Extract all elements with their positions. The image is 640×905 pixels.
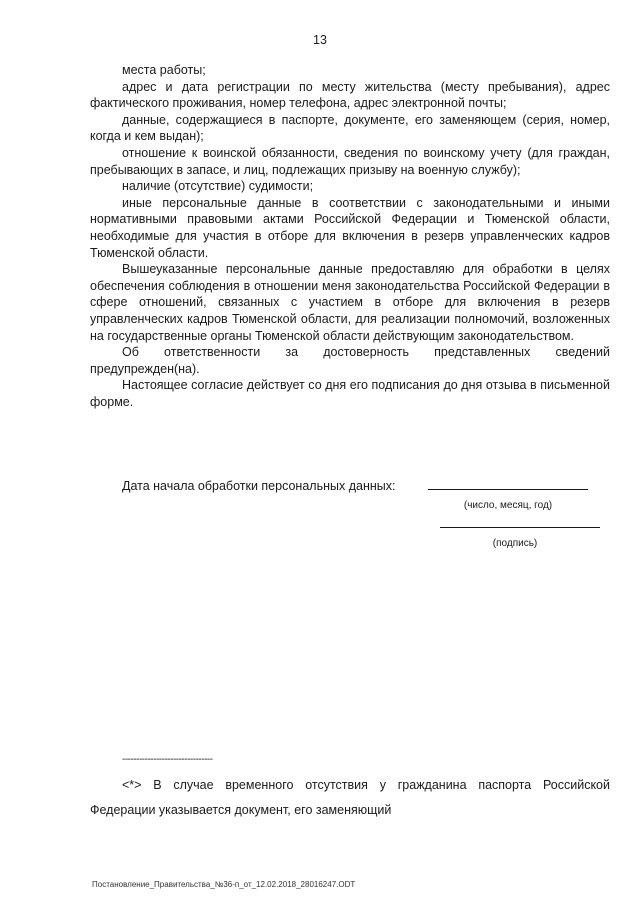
paragraph-military: отношение к воинской обязанности, сведения по воинскому учету (для граждан, пребывающих в запасе, и лиц, подлежащих призыву на военную службу); — [90, 145, 610, 177]
consent-body — [90, 62, 610, 410]
date-field-line — [428, 489, 588, 490]
paragraph-other-data: иные персональные данные в соответствии с законодательными и иными нормативными правовыми актами Российской Федерации и Тюменской области, необходимые для участия в отборе для включения в резерв управленческих кадров Тюменской области. — [90, 195, 610, 260]
paragraph-workplace: места работы; — [122, 63, 206, 77]
signature-field-line — [440, 527, 600, 528]
signature-caption: (подпись) — [492, 538, 538, 549]
document-footer: Постановление_Правительства_№36-п_от_12.02.2018_28016247.ODT — [92, 880, 356, 889]
footnote-text: <*> В случае временного отсутствия у гражданина паспорта Российской Федерации указывается документ, его заменяющий — [90, 778, 610, 817]
date-caption: (число, месяц, год) — [463, 500, 553, 511]
paragraph-validity: Настоящее согласие действует со дня его подписания до дня отзыва в письменной форме. — [90, 378, 610, 409]
paragraph-liability: Об ответственности за достоверность представленных сведений предупрежден(на). — [90, 345, 610, 376]
date-label: Дата начала обработки персональных данных: — [122, 479, 396, 493]
footnote — [90, 773, 610, 823]
paragraph-address: адрес и дата регистрации по месту жительства (месту пребывания), адрес фактического проживания, номер телефона, адрес электронной почты; — [90, 79, 610, 111]
paragraph-purpose: Вышеуказанные персональные данные предоставляю для обработки в целях обеспечения соблюдения в отношении меня законодательства Российской Федерации в сфере отношений, связанных с участием в отборе для включения в резерв управленческих кадров Тюменской области, для реализации полномочий, возложенных на государственные органы Тюменской области действующим законодательством. — [90, 262, 610, 343]
page-number: 13 — [313, 33, 327, 47]
footnote-separator: -------------------------------- — [122, 754, 213, 765]
paragraph-passport: данные, содержащиеся в паспорте, документе, его заменяющем (серия, номер, когда и кем выдан); — [90, 112, 610, 144]
paragraph-criminal-record: наличие (отсутствие) судимости; — [122, 179, 314, 194]
